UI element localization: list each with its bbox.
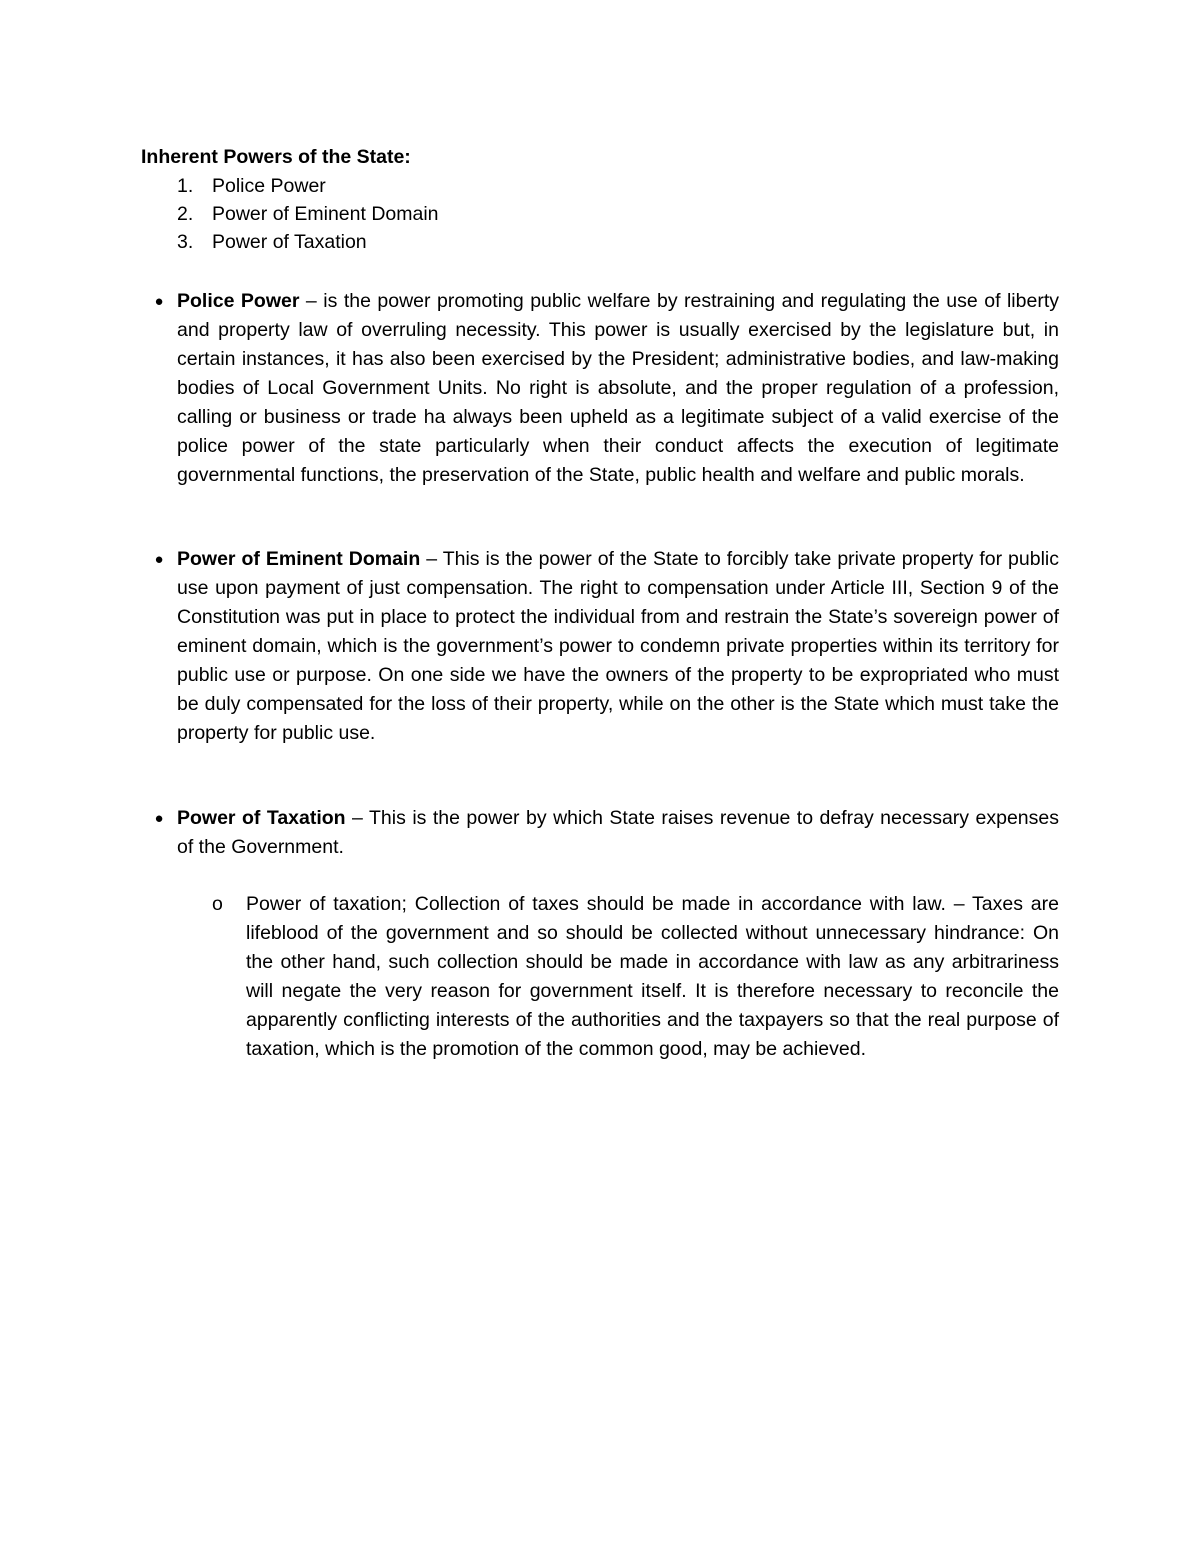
bullet-icon: ●: [154, 551, 164, 568]
section-taxation: [141, 804, 1059, 862]
bullet-icon: ●: [154, 810, 164, 827]
section-term: Power of Taxation: [177, 807, 346, 829]
section-police-power: [141, 287, 1059, 490]
list-number: 1.: [177, 175, 194, 197]
section-term: Power of Eminent Domain: [177, 548, 421, 570]
list-number: 2.: [177, 203, 194, 225]
list-item: [141, 200, 439, 228]
powers-numbered-list: [141, 172, 439, 256]
list-number: 3.: [177, 231, 194, 253]
section-paragraph: [177, 287, 1059, 490]
section-paragraph: [177, 804, 1059, 862]
list-item: [141, 228, 367, 256]
section-eminent-domain: [141, 545, 1059, 748]
document-title: Inherent Powers of the State:: [141, 146, 411, 168]
list-item-text: Power of Taxation: [212, 231, 367, 253]
sub-item-taxation: [212, 890, 1059, 1064]
list-item-text: Power of Eminent Domain: [212, 203, 439, 225]
section-text: – is the power promoting public welfare by restraining and regulating the use of liberty and property law of overruling necessity. This power is usually exercised by the legislature but, in certain instances, it has also been exercised by the President; administrative bodies, and law-making bodies of Local Government Units. No right is absolute, and the proper regulation of a profession, calling or business or trade ha always been upheld as a legitimate subject of a valid exercise of the police power of the state particularly when their conduct affects the execution of legitimate governmental functions, the preservation of the State, public health and welfare and public morals.: [177, 290, 1059, 486]
sub-item-paragraph: Power of taxation; Collection of taxes should be made in accordance with law. – Taxes are lifeblood of the government and so should be collected without unnecessary hindrance: On the other hand, such collection should be made in accordance with law as any arbitrariness will negate the very reason for government itself. It is therefore necessary to reconcile the apparently conflicting interests of the authorities and the taxpayers so that the real purpose of taxation, which is the promotion of the common good, may be achieved.: [246, 893, 1059, 1060]
section-term: Police Power: [177, 290, 300, 312]
list-item-text: Police Power: [212, 175, 326, 197]
section-text: – This is the power of the State to forcibly take private property for public use upon payment of just compensation. The right to compensation under Article III, Section 9 of the Constitution was put in place to protect the individual from and restrain the State’s sovereign power of eminent domain, which is the government’s power to condemn private properties within its territory for public use or purpose. On one side we have the owners of the property to be expropriated who must be duly compensated for the loss of their property, while on the other is the State which must take the property for public use.: [177, 548, 1059, 744]
bullet-icon: ●: [154, 293, 164, 310]
list-item: [141, 172, 326, 200]
section-paragraph: [177, 545, 1059, 748]
section-text: – This is the power by which State raises revenue to defray necessary expenses of the Government.: [177, 807, 1059, 858]
hollow-bullet-icon: o: [212, 893, 223, 915]
